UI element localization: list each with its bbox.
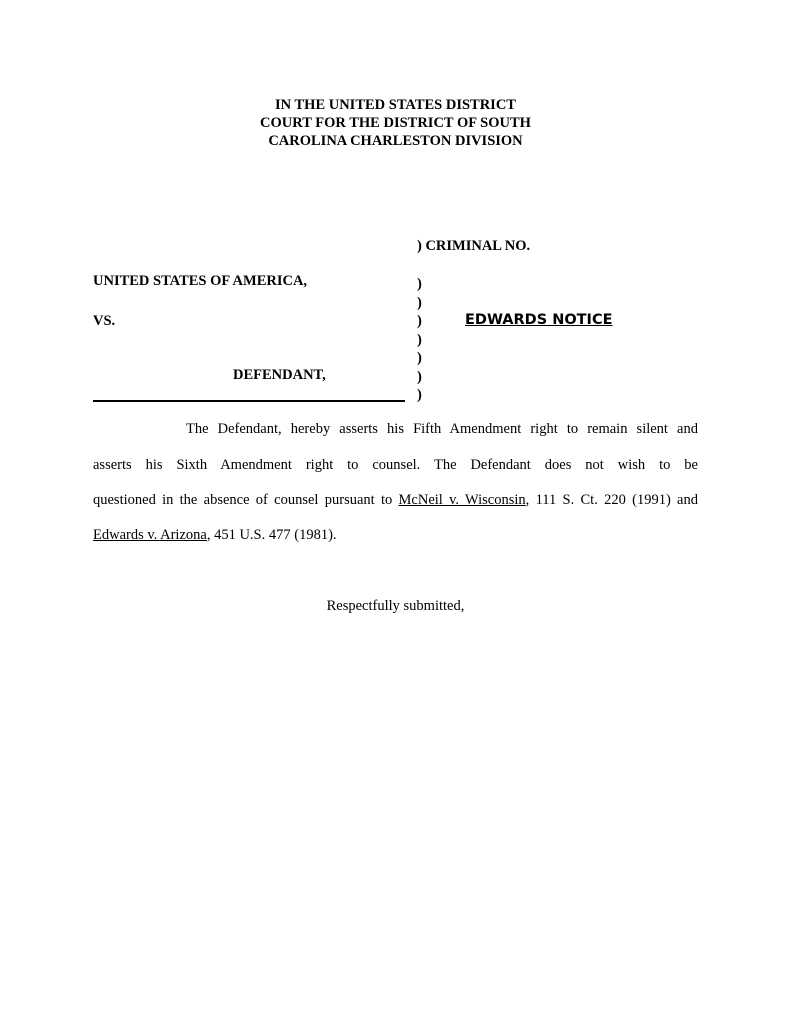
caption-parenthesis: ) [417, 368, 422, 385]
caption-parenthesis: ) [417, 350, 422, 366]
body-paragraph-line-1: The Defendant, hereby asserts his Fifth Amendment right to remain silent and [186, 421, 698, 437]
body-paragraph-line-3 [93, 492, 698, 509]
caption-parenthesis: ) [417, 276, 422, 292]
caption-parenthesis: ) [417, 294, 422, 311]
court-heading [0, 96, 791, 150]
court-heading-line-1: IN THE UNITED STATES DISTRICT [275, 97, 516, 113]
closing-salutation: Respectfully submitted, [326, 598, 465, 614]
body-text: questioned in the absence of counsel pursuant to [93, 492, 399, 508]
case-citation-edwards: Edwards v. Arizona [93, 527, 207, 543]
plaintiff-name: UNITED STATES OF AMERICA, [93, 273, 308, 289]
notice-title: EDWARDS NOTICE [465, 312, 613, 328]
case-citation-mcneil: McNeil v. Wisconsin [398, 492, 526, 508]
criminal-number-label: ) CRIMINAL NO. [417, 238, 531, 254]
court-heading-line-3: CAROLINA CHARLESTON DIVISION [268, 133, 523, 149]
body-paragraph-line-4 [93, 527, 698, 544]
caption-parenthesis-column [417, 275, 422, 405]
court-heading-line-2: COURT FOR THE DISTRICT OF SOUTH [260, 115, 531, 131]
body-text: , 451 U.S. 477 (1981). [206, 527, 337, 543]
caption-parenthesis: ) [417, 331, 422, 348]
caption-underline [93, 400, 405, 402]
caption-parenthesis: ) [417, 313, 422, 329]
defendant-label: DEFENDANT, [233, 367, 326, 383]
versus-label: VS. [93, 313, 116, 329]
body-paragraph-line-2: asserts his Sixth Amendment right to counsel. The Defendant does not wish to be [93, 457, 698, 473]
caption-parenthesis: ) [417, 387, 422, 403]
body-text: , 111 S. Ct. 220 (1991) and [525, 492, 698, 508]
